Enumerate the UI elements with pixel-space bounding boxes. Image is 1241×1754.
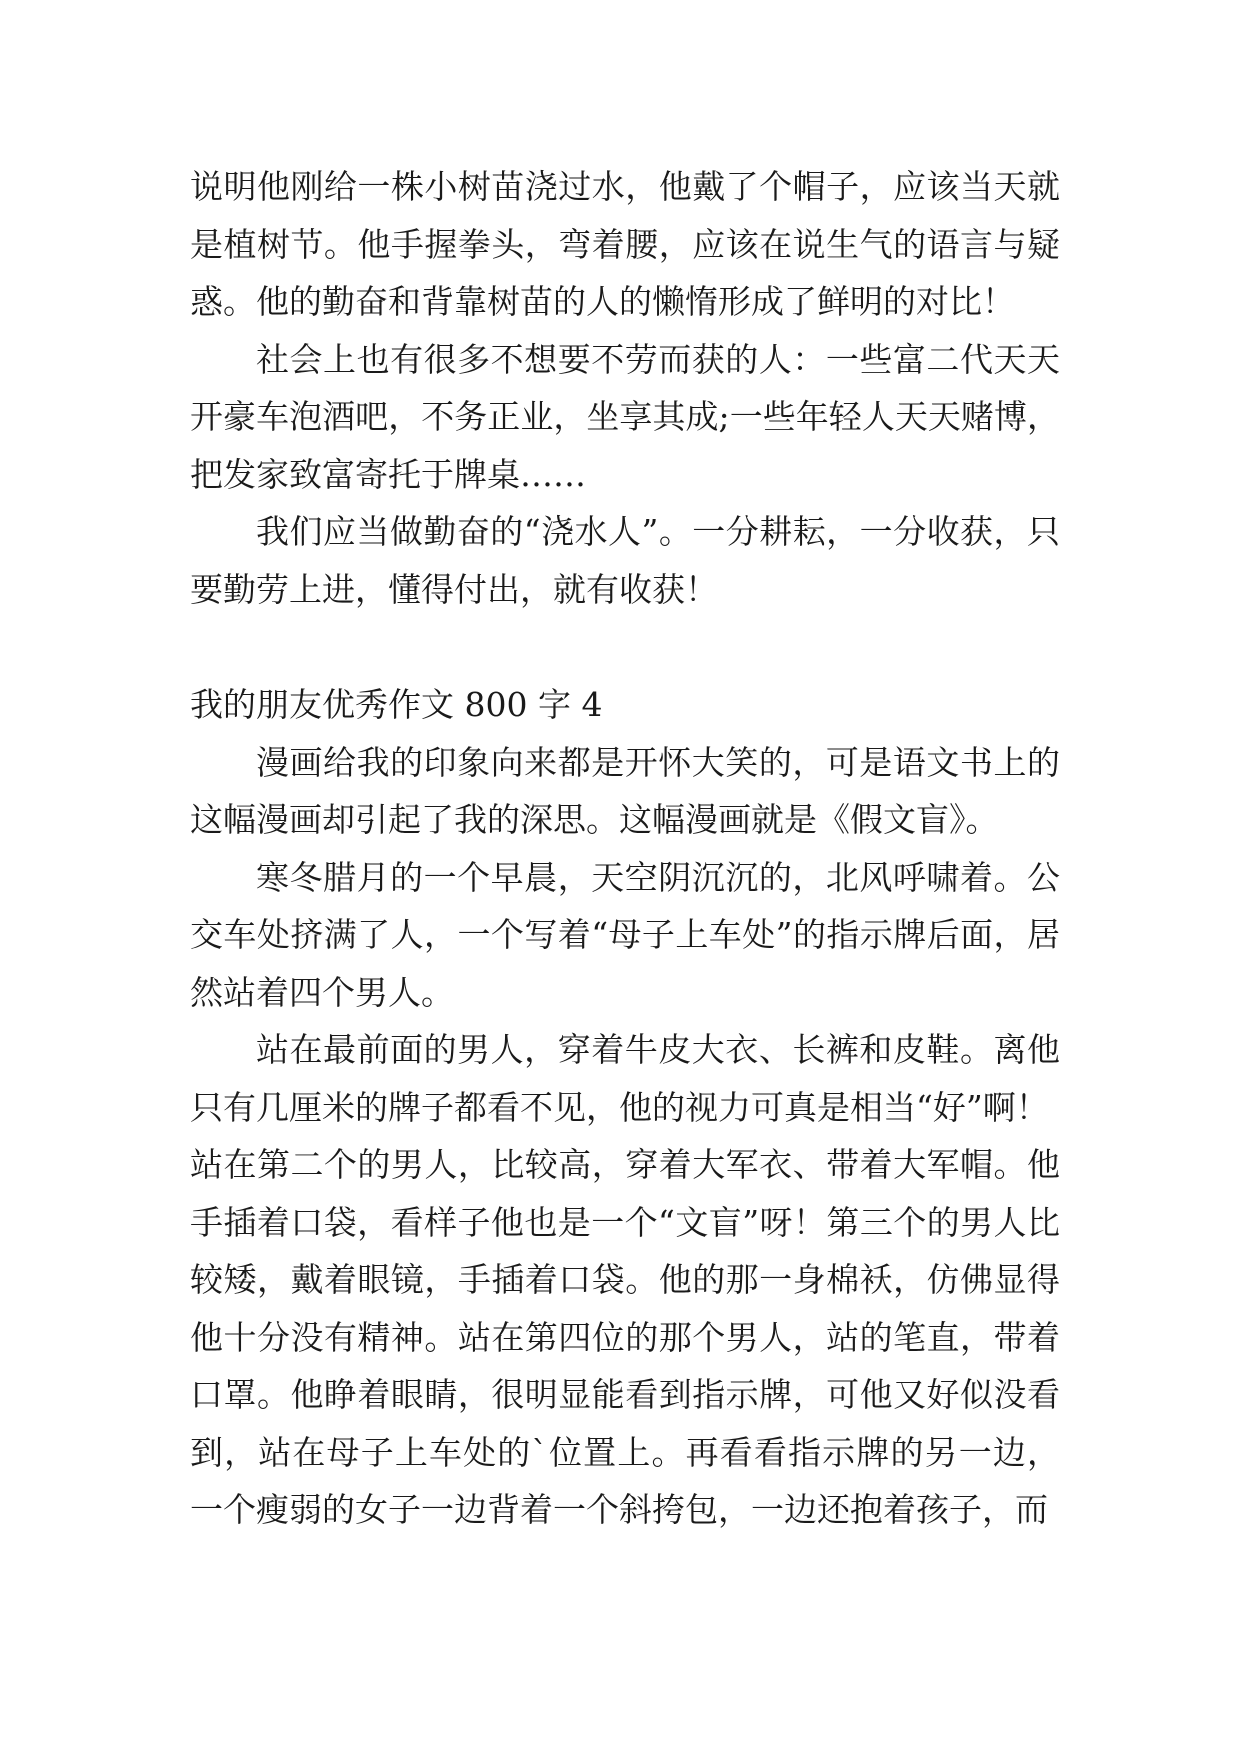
paragraph: 社会上也有很多不想要不劳而获的人：一些富二代天天开豪车泡酒吧，不务正业，坐享其成;一些年轻人天天赌博，把发家致富寄托于牌桌…… <box>190 339 1060 494</box>
paragraph: 说明他刚给一株小树苗浇过水，他戴了个帽子，应该当天就是植树节。他手握拳头，弯着腰，应该在说生气的语言与疑惑。他的勤奋和背靠树苗的人的懒惰形成了鲜明的对比！ <box>190 167 1060 321</box>
section-spacer <box>190 618 1060 676</box>
paragraph: 站在最前面的男人，穿着牛皮大衣、长裤和皮鞋。离他只有几厘米的牌子都看不见，他的视力可真是相当“好”啊！ <box>190 1030 1060 1127</box>
paragraph: 寒冬腊月的一个早晨，天空阴沉沉的，北风呼啸着。公交车处挤满了人，一个写着“母子上车处”的指示牌后面，居然站着四个男人。 <box>190 857 1060 1012</box>
section-title: 我的朋友优秀作文 800 字 4 <box>190 685 603 724</box>
paragraph: 漫画给我的印象向来都是开怀大笑的，可是语文书上的这幅漫画却引起了我的深思。这幅漫画就是《假文盲》。 <box>190 742 1060 839</box>
document-body <box>190 158 1060 1539</box>
paragraph: 我们应当做勤奋的“浇水人”。一分耕耘，一分收获，只要勤劳上进，懂得付出，就有收获！ <box>190 512 1060 609</box>
paragraph: 站在第二个的男人，比较高，穿着大军衣、带着大军帽。他手插着口袋，看样子他也是一个“文盲”呀！第三个的男人比较矮，戴着眼镜，手插着口袋。他的那一身棉袄，仿佛显得他十分没有精神。站在第四位的那个男人，站的笔直，带着口罩。他睁着眼睛，很明显能看到指示牌，可他又好似没看到，站在母子上车处的`位置上。再看看指示牌的另一边，一个瘦弱的女子一边背着一个斜挎包，一边还抱着孩子，而 <box>190 1145 1060 1529</box>
